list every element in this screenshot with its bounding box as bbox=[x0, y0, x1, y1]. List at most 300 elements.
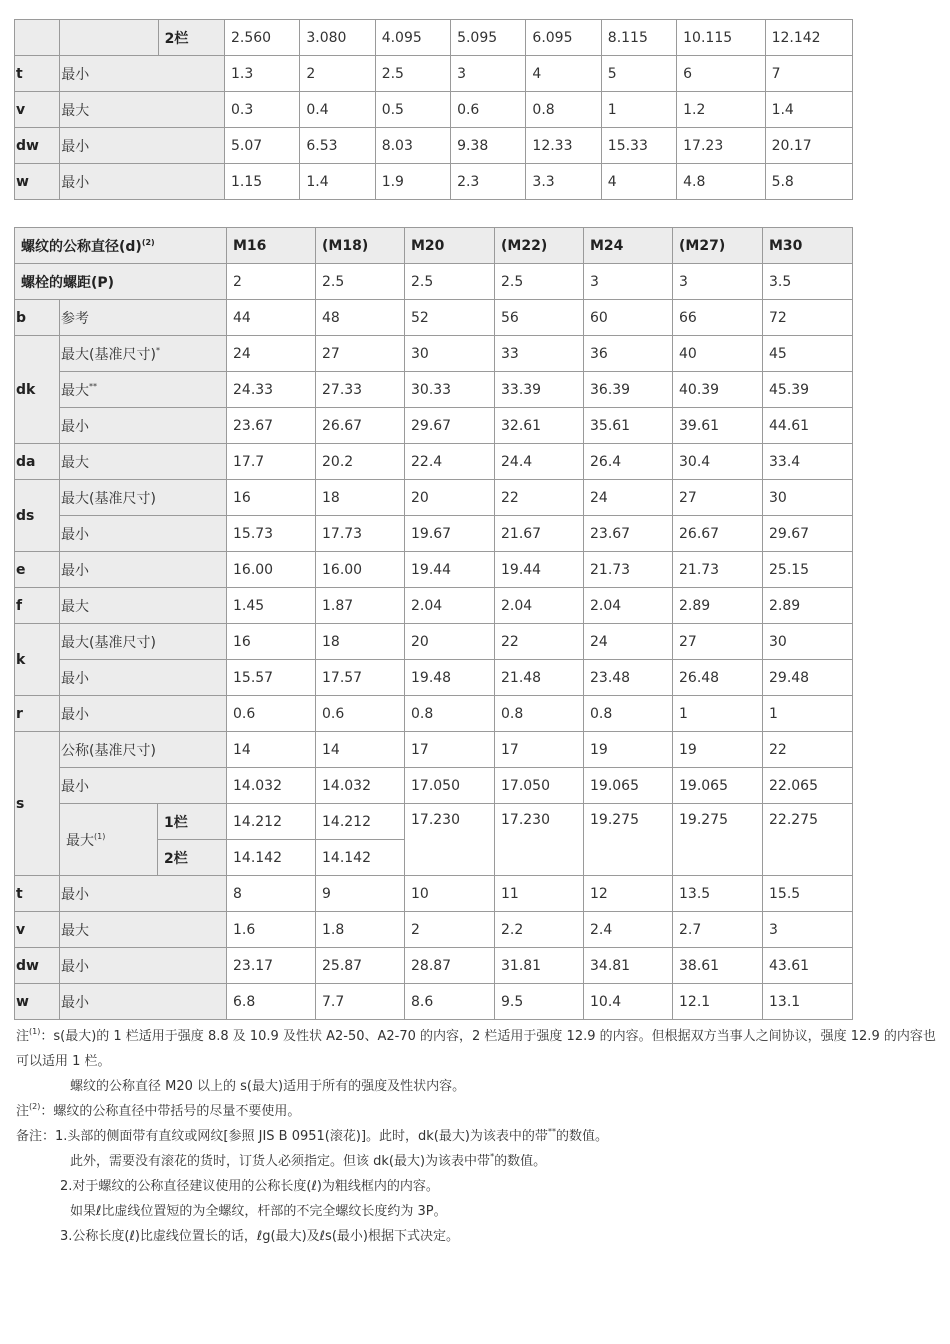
cell-text: 1 bbox=[769, 705, 778, 722]
cell-text: 19.44 bbox=[501, 561, 542, 578]
value-cell bbox=[673, 444, 763, 480]
cell-text: 15.33 bbox=[607, 137, 648, 154]
superscript: (1) bbox=[94, 831, 106, 841]
value-cell bbox=[763, 768, 853, 804]
value-cell bbox=[763, 300, 853, 336]
item-cell bbox=[60, 300, 227, 336]
cell-text: 45.39 bbox=[769, 381, 810, 398]
value-cell bbox=[584, 660, 673, 696]
cell-text: 1.9 bbox=[381, 173, 404, 190]
cell-text: 7.7 bbox=[322, 993, 345, 1010]
value-cell bbox=[451, 20, 526, 56]
cell-text: 4 bbox=[532, 65, 542, 82]
cell-text: 0.5 bbox=[381, 101, 404, 118]
value-cell bbox=[673, 948, 763, 984]
cell-text: 19.275 bbox=[679, 812, 728, 828]
value-cell bbox=[227, 768, 316, 804]
cell-text: e bbox=[16, 561, 26, 578]
value-cell bbox=[673, 696, 763, 732]
cell-text: 4.8 bbox=[683, 173, 706, 190]
cell-text: 8.115 bbox=[607, 29, 648, 46]
item-cell bbox=[60, 732, 227, 768]
cell-text: 31.81 bbox=[501, 957, 542, 974]
symbol-cell bbox=[15, 56, 60, 92]
cell-text: t bbox=[16, 65, 23, 82]
cell-text: 16.00 bbox=[322, 561, 363, 578]
value-cell bbox=[763, 336, 853, 372]
symbol-cell bbox=[15, 128, 60, 164]
value-cell bbox=[763, 516, 853, 552]
cell-text: 最大 bbox=[66, 832, 94, 849]
dk-row bbox=[15, 336, 853, 372]
cell-text: 5.07 bbox=[230, 137, 263, 154]
cell-text: dk bbox=[16, 381, 36, 398]
b-row bbox=[15, 300, 853, 336]
cell-text: 1.6 bbox=[233, 921, 256, 938]
cell-text: 23.17 bbox=[233, 957, 274, 974]
cell-text: 21.73 bbox=[590, 561, 631, 578]
value-cell bbox=[673, 264, 763, 300]
cell-text: 52 bbox=[411, 309, 429, 326]
cell-text: 14.142 bbox=[322, 849, 371, 866]
value-cell bbox=[300, 128, 375, 164]
column-label-cell bbox=[158, 840, 227, 876]
cell-text: 3 bbox=[457, 65, 466, 82]
value-cell bbox=[584, 948, 673, 984]
value-cell bbox=[584, 336, 673, 372]
cell-text: 7 bbox=[771, 65, 781, 82]
cell-text: 8.03 bbox=[381, 137, 413, 154]
cell-text: 10.4 bbox=[590, 993, 622, 1010]
cell-text: M20 bbox=[411, 237, 445, 254]
cell-text: s bbox=[16, 795, 25, 812]
cell-text: 35.61 bbox=[590, 417, 631, 434]
value-cell bbox=[495, 516, 584, 552]
value-cell bbox=[495, 768, 584, 804]
cell-text: 最大(基准尺寸) bbox=[61, 634, 156, 651]
value-cell bbox=[316, 480, 405, 516]
note-1: 注$^{(1)}$：s(最大)的 1 栏适用于强度 8.8 及 10.9 及性状 A2-50、A2-70 的内容，2 栏适用于强度 12.9 的内容。但根据双方当事人之间协议，强度 12.9 的内容也可以适用 1 栏。 bbox=[16, 1027, 936, 1069]
cell-text: 24.33 bbox=[233, 381, 274, 398]
value-cell bbox=[673, 480, 763, 516]
value-cell bbox=[495, 660, 584, 696]
cell-text: 24.4 bbox=[501, 453, 533, 470]
value-cell bbox=[673, 588, 763, 624]
cell-text: 1.87 bbox=[322, 597, 354, 614]
value-cell bbox=[763, 804, 853, 876]
cell-text: 16 bbox=[233, 489, 251, 506]
cell-text: 20 bbox=[411, 489, 429, 506]
item-cell bbox=[60, 984, 227, 1020]
cell-text: 5.095 bbox=[457, 29, 498, 46]
cell-text: 19.67 bbox=[411, 525, 452, 542]
cell-text: 14 bbox=[322, 741, 340, 758]
cell-text: 26.48 bbox=[679, 669, 720, 686]
cell-text: 18 bbox=[322, 489, 340, 506]
value-cell bbox=[526, 164, 601, 200]
value-cell bbox=[227, 300, 316, 336]
cell-text: 26.67 bbox=[679, 525, 720, 542]
value-cell bbox=[584, 732, 673, 768]
cell-text: 13.5 bbox=[679, 885, 711, 902]
cell-text: 8 bbox=[233, 885, 242, 902]
cell-text: f bbox=[16, 597, 23, 614]
header-row bbox=[15, 228, 853, 264]
value-cell bbox=[584, 408, 673, 444]
cell-text: 0.6 bbox=[233, 705, 256, 722]
item-cell bbox=[60, 164, 225, 200]
cell-text: 10 bbox=[411, 885, 429, 902]
value-cell bbox=[316, 912, 405, 948]
item-cell bbox=[60, 948, 227, 984]
cell-text: 5.8 bbox=[771, 173, 794, 190]
value-cell bbox=[584, 372, 673, 408]
cell-text: 5 bbox=[607, 65, 617, 82]
size-header-cell bbox=[316, 228, 405, 264]
value-cell bbox=[224, 20, 299, 56]
item-cell bbox=[60, 444, 227, 480]
value-cell bbox=[495, 408, 584, 444]
cell-text: 19 bbox=[679, 741, 697, 758]
cell-text: 1.15 bbox=[230, 173, 263, 190]
cell-text: M24 bbox=[590, 237, 624, 254]
value-cell bbox=[316, 732, 405, 768]
value-cell bbox=[765, 56, 852, 92]
note-2: 注$^{(2)}$：螺纹的公称直径中带括号的尽量不要使用。 bbox=[16, 1102, 301, 1119]
cell-text: 1.8 bbox=[322, 921, 345, 938]
cell-text: 1.3 bbox=[230, 65, 254, 82]
value-cell bbox=[224, 128, 299, 164]
cell-text: M16 bbox=[233, 237, 267, 254]
cell-text: 2.89 bbox=[769, 597, 801, 614]
cell-text: 2.5 bbox=[381, 65, 404, 82]
value-cell bbox=[405, 480, 495, 516]
cell-text: (M27) bbox=[679, 237, 726, 254]
cell-text: 18 bbox=[322, 633, 340, 650]
cell-text: 3.3 bbox=[532, 173, 555, 190]
value-cell bbox=[227, 408, 316, 444]
value-cell bbox=[224, 56, 299, 92]
cell-text: 19 bbox=[590, 741, 608, 758]
value-cell bbox=[227, 732, 316, 768]
remark-2-continued: 如果ℓ比虚线位置短的为全螺纹，杆部的不完全螺纹长度约为 3P。 bbox=[70, 1204, 447, 1219]
cell-text: 最小 bbox=[61, 886, 89, 903]
cell-text: 40.39 bbox=[679, 381, 720, 398]
cell-text: 66 bbox=[679, 309, 697, 326]
cell-text: 27.33 bbox=[322, 381, 363, 398]
value-cell bbox=[765, 128, 852, 164]
value-cell bbox=[405, 264, 495, 300]
size-header-cell bbox=[673, 228, 763, 264]
value-cell bbox=[763, 444, 853, 480]
cell-text: 1.45 bbox=[233, 597, 265, 614]
size-header-cell bbox=[763, 228, 853, 264]
value-cell bbox=[405, 660, 495, 696]
cell-text: 6.53 bbox=[306, 137, 338, 154]
cell-text: 最小 bbox=[61, 66, 90, 83]
cell-text: 12.33 bbox=[532, 137, 573, 154]
cell-text: 17.7 bbox=[233, 453, 265, 470]
item-cell bbox=[60, 480, 227, 516]
value-cell bbox=[673, 300, 763, 336]
symbol-cell bbox=[15, 696, 60, 732]
k-row bbox=[15, 624, 853, 660]
notes-section bbox=[16, 1024, 941, 1249]
cell-text: 公称(基准尺寸) bbox=[61, 742, 156, 759]
cell-text: 3.080 bbox=[306, 29, 347, 46]
value-cell bbox=[316, 444, 405, 480]
value-cell bbox=[584, 300, 673, 336]
value-cell bbox=[526, 128, 601, 164]
t1-row bbox=[15, 128, 853, 164]
cell-text: w bbox=[16, 173, 29, 190]
dk-row bbox=[15, 408, 853, 444]
cell-text: 23.48 bbox=[590, 669, 631, 686]
item-cell bbox=[60, 660, 227, 696]
cell-text: 2.5 bbox=[501, 273, 524, 290]
cell-text: v bbox=[16, 101, 26, 118]
value-cell bbox=[763, 660, 853, 696]
cell-text: 4.095 bbox=[381, 29, 422, 46]
item-cell bbox=[60, 768, 227, 804]
value-cell bbox=[316, 624, 405, 660]
cell-text: 15.57 bbox=[233, 669, 274, 686]
value-cell bbox=[584, 516, 673, 552]
value-cell bbox=[224, 92, 299, 128]
cell-text: 0.8 bbox=[590, 705, 613, 722]
value-cell bbox=[300, 56, 375, 92]
cell-text: 最大 bbox=[61, 382, 89, 399]
cell-text: 最小 bbox=[61, 706, 89, 723]
value-cell bbox=[584, 876, 673, 912]
cell-text: 19.065 bbox=[590, 777, 639, 794]
cell-text: 19.065 bbox=[679, 777, 728, 794]
value-cell bbox=[405, 516, 495, 552]
cell-text: r bbox=[16, 705, 23, 722]
cell-text: 21.48 bbox=[501, 669, 542, 686]
cell-text: 最大 bbox=[61, 454, 89, 471]
value-cell bbox=[316, 336, 405, 372]
value-cell bbox=[227, 588, 316, 624]
cell-text: 33 bbox=[501, 345, 519, 362]
value-cell bbox=[677, 128, 765, 164]
cell-text: 17.050 bbox=[501, 777, 550, 794]
cell-text: 最小 bbox=[61, 138, 90, 155]
cell-text: 最小 bbox=[61, 562, 89, 579]
dimension-table-continued bbox=[14, 19, 853, 200]
value-cell bbox=[584, 768, 673, 804]
cell-text: 0.3 bbox=[230, 101, 254, 118]
value-cell bbox=[526, 92, 601, 128]
value-cell bbox=[495, 624, 584, 660]
cell-text: 2.5 bbox=[322, 273, 345, 290]
value-cell bbox=[763, 264, 853, 300]
value-cell bbox=[316, 408, 405, 444]
cell-text: 参考 bbox=[61, 310, 89, 327]
cell-text: 最小 bbox=[61, 670, 89, 687]
cell-text: 0.6 bbox=[322, 705, 345, 722]
dimension-table-m16-m30 bbox=[14, 227, 853, 1020]
cell-text: 2栏 bbox=[164, 850, 188, 867]
value-cell bbox=[227, 264, 316, 300]
value-cell bbox=[673, 912, 763, 948]
value-cell bbox=[227, 516, 316, 552]
item-cell bbox=[60, 336, 227, 372]
value-cell bbox=[405, 444, 495, 480]
cell-text: 25.15 bbox=[769, 561, 810, 578]
cell-text: 27 bbox=[679, 489, 697, 506]
ds-row bbox=[15, 480, 853, 516]
cell-text: 27 bbox=[679, 633, 697, 650]
cell-text: 6 bbox=[683, 65, 693, 82]
cell-text: ds bbox=[16, 507, 35, 524]
value-cell bbox=[763, 480, 853, 516]
value-cell bbox=[673, 624, 763, 660]
cell-text: 30 bbox=[769, 633, 787, 650]
cell-text: 16.00 bbox=[233, 561, 274, 578]
value-cell bbox=[375, 56, 450, 92]
value-cell bbox=[227, 336, 316, 372]
cell-text: 2.5 bbox=[411, 273, 434, 290]
cell-text: 22 bbox=[769, 741, 787, 758]
v-row bbox=[15, 912, 853, 948]
value-cell bbox=[763, 948, 853, 984]
value-cell bbox=[375, 20, 450, 56]
value-cell bbox=[495, 732, 584, 768]
cell-text: 8.6 bbox=[411, 993, 434, 1010]
t1-row bbox=[15, 56, 853, 92]
cell-text: 38.61 bbox=[679, 957, 720, 974]
k-row bbox=[15, 660, 853, 696]
cell-text: 44.61 bbox=[769, 417, 810, 434]
cell-text: 22.4 bbox=[411, 453, 443, 470]
cell-text: 2 bbox=[306, 65, 316, 82]
cell-text: 13.1 bbox=[769, 993, 801, 1010]
value-cell bbox=[405, 336, 495, 372]
dk-row bbox=[15, 372, 853, 408]
value-cell bbox=[673, 336, 763, 372]
value-cell bbox=[451, 164, 526, 200]
value-cell bbox=[227, 696, 316, 732]
cell-text: 14.212 bbox=[233, 813, 282, 830]
cell-text: 1 bbox=[607, 101, 617, 118]
value-cell bbox=[316, 660, 405, 696]
value-cell bbox=[405, 768, 495, 804]
cell-text: (M22) bbox=[501, 237, 548, 254]
value-cell bbox=[405, 408, 495, 444]
cell-text: 36.39 bbox=[590, 381, 631, 398]
value-cell bbox=[763, 912, 853, 948]
value-cell bbox=[405, 984, 495, 1020]
value-cell bbox=[495, 804, 584, 876]
value-cell bbox=[316, 948, 405, 984]
cell-text: 14.032 bbox=[233, 777, 282, 794]
cell-text: 30.4 bbox=[679, 453, 711, 470]
cell-text: 19.48 bbox=[411, 669, 452, 686]
symbol-cell bbox=[15, 20, 60, 56]
cell-text: 0.6 bbox=[457, 101, 480, 118]
item-cell bbox=[60, 56, 225, 92]
value-cell bbox=[316, 300, 405, 336]
cell-text: 0.8 bbox=[532, 101, 555, 118]
value-cell bbox=[601, 56, 676, 92]
s-row bbox=[15, 804, 853, 840]
symbol-cell bbox=[15, 588, 60, 624]
cell-text: 29.67 bbox=[411, 417, 452, 434]
symbol-cell bbox=[15, 552, 60, 588]
header-label-cell bbox=[15, 228, 227, 264]
cell-text: 26.4 bbox=[590, 453, 622, 470]
remark-1-continued: 此外，需要没有滚花的货时，订货人必须指定。但该 dk(最大)为该表中带*的数值。 bbox=[70, 1152, 547, 1169]
symbol-cell bbox=[15, 732, 60, 876]
value-cell bbox=[584, 912, 673, 948]
value-cell bbox=[495, 948, 584, 984]
value-cell bbox=[495, 264, 584, 300]
cell-text: 3 bbox=[590, 273, 599, 290]
cell-text: 14.032 bbox=[322, 777, 371, 794]
cell-text: 48 bbox=[322, 309, 340, 326]
value-cell bbox=[405, 696, 495, 732]
cell-text: 20.17 bbox=[771, 137, 812, 154]
cell-text: 17.050 bbox=[411, 777, 460, 794]
value-cell bbox=[405, 624, 495, 660]
cell-text: 24 bbox=[590, 489, 608, 506]
cell-text: 最小 bbox=[61, 418, 89, 435]
value-cell bbox=[227, 624, 316, 660]
value-cell bbox=[765, 92, 852, 128]
value-cell bbox=[765, 164, 852, 200]
cell-text: 23.67 bbox=[590, 525, 631, 542]
symbol-cell bbox=[15, 624, 60, 696]
cell-text: 最大(基准尺寸) bbox=[61, 490, 156, 507]
cell-text: 17.230 bbox=[501, 812, 550, 828]
value-cell bbox=[584, 588, 673, 624]
cell-text: 2 bbox=[233, 273, 242, 290]
symbol-cell bbox=[15, 92, 60, 128]
t-row bbox=[15, 876, 853, 912]
da-row bbox=[15, 444, 853, 480]
item-cell bbox=[60, 588, 227, 624]
cell-text: w bbox=[16, 993, 29, 1010]
symbol-cell bbox=[15, 336, 60, 444]
cell-text: b bbox=[16, 309, 27, 326]
value-cell bbox=[673, 732, 763, 768]
cell-text: 17.73 bbox=[322, 525, 363, 542]
cell-text: 45 bbox=[769, 345, 787, 362]
cell-text: 最大 bbox=[61, 922, 89, 939]
cell-text: 21.73 bbox=[679, 561, 720, 578]
value-cell bbox=[495, 480, 584, 516]
value-cell bbox=[526, 20, 601, 56]
item-cell bbox=[60, 876, 227, 912]
value-cell bbox=[673, 408, 763, 444]
cell-text: 最小 bbox=[61, 958, 89, 975]
cell-text: 33.4 bbox=[769, 453, 801, 470]
value-cell bbox=[673, 984, 763, 1020]
cell-text: 10.115 bbox=[683, 29, 733, 46]
cell-text: 1.4 bbox=[306, 173, 329, 190]
value-cell bbox=[677, 20, 765, 56]
cell-text: 最小 bbox=[61, 778, 89, 795]
value-cell bbox=[584, 480, 673, 516]
value-cell bbox=[763, 876, 853, 912]
cell-text: 3.5 bbox=[769, 273, 792, 290]
cell-text: 9 bbox=[322, 885, 331, 902]
cell-text: 39.61 bbox=[679, 417, 720, 434]
cell-text: 螺纹的公称直径(d) bbox=[21, 238, 142, 255]
cell-text: 12 bbox=[590, 885, 608, 902]
cell-text: 29.67 bbox=[769, 525, 810, 542]
